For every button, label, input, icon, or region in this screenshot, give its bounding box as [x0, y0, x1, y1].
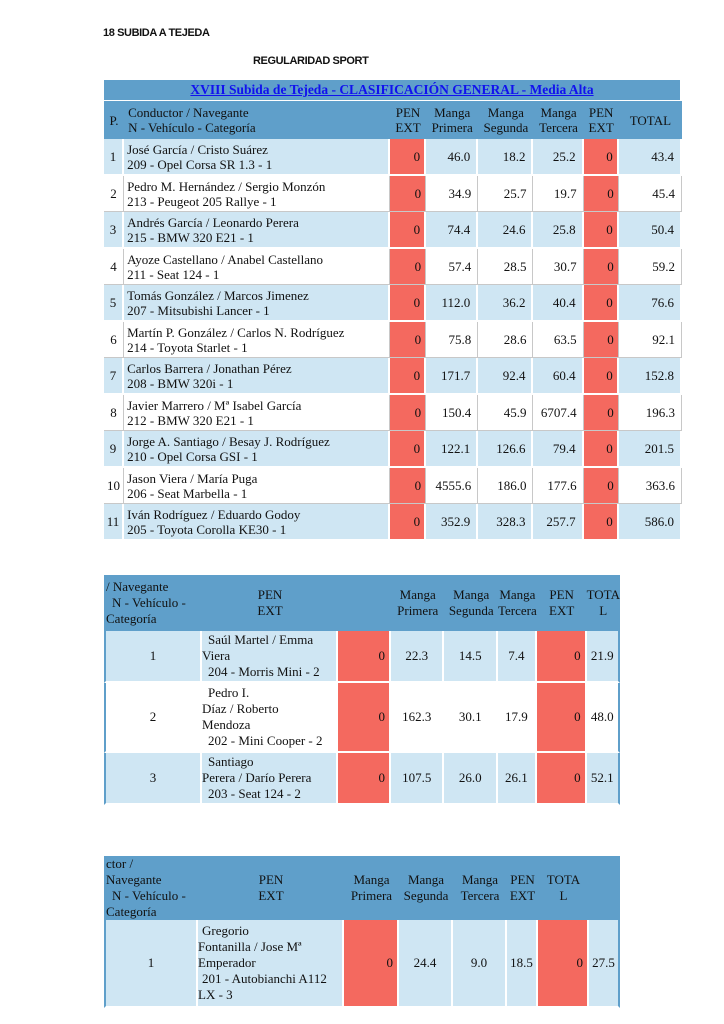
- col-header-total: [538, 856, 589, 920]
- cell-manga-segunda: 186.0: [478, 468, 533, 504]
- col-header-position: P.: [109, 112, 119, 128]
- cell-driver: [124, 212, 390, 249]
- cell-position: 5: [104, 285, 124, 322]
- cell-pen-ext: 0: [390, 358, 426, 395]
- cell-manga-tercera: 63.5: [533, 322, 583, 358]
- cell-driver: [124, 249, 390, 285]
- table-row: [104, 249, 682, 285]
- col-header-tercera-text: Tercera: [497, 603, 537, 618]
- cell-position: 1: [104, 631, 202, 683]
- cell-position: 10: [104, 468, 124, 504]
- col-header-pen-ext-2: [584, 101, 619, 139]
- cell-total: 196.3: [619, 395, 682, 431]
- cell-manga-tercera: 25.8: [533, 212, 583, 249]
- cell-manga-tercera: 19.7: [533, 176, 583, 212]
- col-header-pen-ext: [202, 575, 338, 631]
- driver-names: Iván Rodríguez / Eduardo Godoy: [127, 506, 301, 522]
- driver-names: Javier Marrero / Mª Isabel García: [127, 397, 302, 413]
- cell-driver: [124, 322, 390, 358]
- cell-driver: [202, 631, 338, 683]
- cell-driver: [198, 920, 344, 1008]
- col-header-ext-text: EXT: [258, 888, 284, 903]
- vehicle-category: 205 - Toyota Corolla KE30 - 1: [127, 521, 287, 537]
- col-header-total-text: TOTA: [546, 872, 581, 887]
- cell-manga-segunda: 30.1: [444, 683, 498, 753]
- cell-pen-ext: 0: [390, 468, 426, 504]
- col-header-driver-line3: Categoría: [106, 904, 157, 919]
- table-row: [104, 139, 682, 176]
- cell-pen-ext-2: 0: [584, 285, 619, 322]
- cell-pen-ext-2: 0: [537, 683, 587, 753]
- col-header-driver-line0: ctor /: [106, 856, 134, 871]
- cell-manga-segunda: 14.5: [444, 631, 498, 683]
- driver-line: Perera / Darío Perera: [202, 770, 312, 785]
- cell-manga-primera: 24.4: [399, 920, 453, 1008]
- col-header-pen-text: PEN: [510, 872, 535, 887]
- cell-total: 201.5: [619, 431, 682, 468]
- col-header-pen-ext: [198, 856, 344, 920]
- col-header-primera-text: Primera: [350, 888, 393, 903]
- col-header-manga-text: Manga: [487, 105, 524, 120]
- col-header-total-text: TOTA: [586, 587, 620, 602]
- vehicle-category: 209 - Opel Corsa SR 1.3 - 1: [127, 156, 273, 172]
- cell-position: 3: [104, 212, 124, 249]
- cell-position: 11: [104, 504, 124, 541]
- cell-pen-ext: 0: [390, 139, 426, 176]
- col-header-manga-text: Manga: [353, 872, 390, 887]
- cell-pen-ext: 0: [390, 504, 426, 541]
- cell-pen-ext-2: 0: [584, 431, 619, 468]
- cell-pen-ext-2: 0: [584, 322, 619, 358]
- driver-line: 203 - Seat 124 - 2: [208, 786, 301, 801]
- driver-names: Ayoze Castellano / Anabel Castellano: [127, 251, 323, 267]
- cell-pen-ext: 0: [390, 395, 426, 431]
- cell-pen-ext: 0: [390, 212, 426, 249]
- cell-pen-ext: 0: [390, 249, 426, 285]
- driver-line: 202 - Mini Cooper - 2: [208, 733, 323, 748]
- driver-line: Fontanilla / Jose Mª: [198, 939, 302, 954]
- classification-table-category-3: [104, 856, 620, 1008]
- driver-names: Pedro M. Hernández / Sergio Monzón: [127, 178, 326, 194]
- col-header-manga-tercera: [453, 856, 507, 920]
- col-header-manga-primera: [391, 575, 444, 631]
- cell-total: 43.4: [619, 139, 682, 176]
- col-header-primera-text: Primera: [431, 120, 473, 135]
- driver-names: Martín P. González / Carlos N. Rodríguez: [127, 324, 345, 340]
- col-header-ext-text: EXT: [509, 888, 536, 903]
- vehicle-category: 210 - Opel Corsa GSI - 1: [127, 448, 258, 464]
- col-header-driver-line1: Navegante: [106, 872, 162, 887]
- cell-position: 2: [104, 176, 124, 212]
- cell-manga-tercera: 6707.4: [533, 395, 583, 431]
- cell-position: 2: [104, 683, 202, 753]
- col-header-driver-line2: N - Vehículo -: [112, 888, 186, 903]
- cell-manga-segunda: 328.3: [478, 504, 533, 541]
- cell-total: 59.2: [619, 249, 682, 285]
- vehicle-category: 213 - Peugeot 205 Rallye - 1: [127, 193, 277, 209]
- cell-manga-primera: 112.0: [426, 285, 478, 322]
- driver-line: Santiago: [208, 754, 254, 769]
- cell-driver: [124, 285, 390, 322]
- col-header-segunda-text: Segunda: [483, 120, 529, 135]
- table-row: [104, 631, 620, 683]
- cell-position: 4: [104, 249, 124, 285]
- cell-pen-ext-2: 0: [584, 176, 619, 212]
- cell-position: 6: [104, 322, 124, 358]
- vehicle-category: 207 - Mitsubishi Lancer - 1: [127, 302, 270, 318]
- cell-pen-ext: 0: [338, 753, 391, 805]
- col-header-primera-text: Primera: [397, 603, 439, 618]
- vehicle-category: 211 - Seat 124 - 1: [127, 266, 220, 282]
- page-heading: 18 SUBIDA A TEJEDA: [103, 27, 210, 39]
- cell-driver: [124, 176, 390, 212]
- col-header-ext-text: EXT: [549, 603, 575, 618]
- cell-manga-primera: 74.4: [426, 212, 478, 249]
- col-header-driver: [124, 101, 390, 139]
- cell-manga-segunda: 25.7: [478, 176, 533, 212]
- cell-driver: [124, 504, 390, 541]
- cell-total: 27.5: [589, 920, 620, 1008]
- cell-manga-segunda: 9.0: [453, 920, 507, 1008]
- classification-table-general: [104, 80, 682, 541]
- col-header-driver-line2: N - Vehículo -: [112, 595, 186, 610]
- col-header-driver-line1: / Navegante: [106, 579, 169, 594]
- cell-pen-ext-2: 0: [584, 358, 619, 395]
- cell-driver: [124, 358, 390, 395]
- table-title[interactable]: XVIII Subida de Tejeda - CLASIFICACIÓN GENERAL - Media Alta: [104, 80, 682, 101]
- driver-line: 204 - Morris Mini - 2: [208, 664, 320, 679]
- cell-manga-primera: 122.1: [426, 431, 478, 468]
- col-header-manga-text: Manga: [399, 587, 436, 602]
- cell-manga-segunda: 92.4: [478, 358, 533, 395]
- col-header-pen-text: PEN: [549, 587, 574, 602]
- driver-line: Viera: [202, 648, 231, 663]
- cell-manga-segunda: 126.6: [478, 431, 533, 468]
- cell-pen-ext-2: 0: [584, 468, 619, 504]
- col-header-pen-ext: [390, 101, 426, 139]
- cell-manga-primera: 162.3: [391, 683, 444, 753]
- cell-total: 45.4: [619, 176, 682, 212]
- vehicle-category: 212 - BMW 320 E21 - 1: [127, 412, 254, 428]
- cell-pen-ext-2: 0: [584, 504, 619, 541]
- cell-pen-ext: 0: [390, 285, 426, 322]
- cell-manga-primera: 150.4: [426, 395, 478, 431]
- cell-position: 1: [104, 920, 198, 1008]
- col-header-empty: [589, 856, 620, 920]
- col-header-manga-text: Manga: [461, 872, 499, 887]
- cell-manga-primera: 171.7: [426, 358, 478, 395]
- driver-names: Jorge A. Santiago / Besay J. Rodríguez: [127, 433, 330, 449]
- table-row: [104, 504, 682, 541]
- table-row: [104, 285, 682, 322]
- cell-driver: [124, 431, 390, 468]
- table-row: [104, 753, 620, 805]
- driver-line: 201 - Autobianchi A112: [202, 971, 327, 986]
- col-header-total: [587, 575, 620, 631]
- vehicle-category: 215 - BMW 320 E21 - 1: [127, 229, 254, 245]
- col-header-manga-segunda: [478, 101, 533, 139]
- cell-manga-primera: 4555.6: [426, 468, 478, 504]
- cell-manga-segunda: 28.6: [478, 322, 533, 358]
- col-header-manga-segunda: [399, 856, 453, 920]
- table-header-row: [104, 856, 620, 920]
- cell-manga-primera: 34.9: [426, 176, 478, 212]
- cell-position: 8: [104, 395, 124, 431]
- col-header-driver: [104, 575, 202, 631]
- page-subheading: REGULARIDAD SPORT: [253, 55, 369, 67]
- table-header-row: [104, 101, 682, 139]
- cell-pen-ext: 0: [390, 431, 426, 468]
- vehicle-category: 206 - Seat Marbella - 1: [127, 485, 248, 501]
- table-row: [104, 431, 682, 468]
- col-header-pen-ext-2: [507, 856, 538, 920]
- table-header-row: [104, 575, 620, 631]
- cell-manga-primera: 107.5: [391, 753, 444, 805]
- cell-manga-primera: 46.0: [426, 139, 478, 176]
- col-header-driver: [104, 856, 198, 920]
- col-header-total: TOTAL: [629, 112, 672, 128]
- cell-pen-ext: 0: [390, 176, 426, 212]
- cell-manga-tercera: 18.5: [507, 920, 538, 1008]
- col-header-total-text-2: L: [599, 603, 608, 618]
- driver-line: Gregorio: [202, 923, 249, 938]
- cell-manga-segunda: 26.0: [444, 753, 498, 805]
- driver-names: Tomás González / Marcos Jimenez: [127, 287, 309, 303]
- table-row: [104, 920, 620, 1008]
- cell-manga-primera: 352.9: [426, 504, 478, 541]
- table-row: [104, 176, 682, 212]
- cell-position: 3: [104, 753, 202, 805]
- col-header-driver-line3: Categoría: [106, 611, 157, 626]
- cell-driver: [124, 468, 390, 504]
- col-header-driver-line1: Conductor / Navegante: [128, 105, 249, 120]
- cell-pen-ext: 0: [390, 322, 426, 358]
- cell-total: 21.9: [587, 631, 620, 683]
- col-header-pen-text: PEN: [257, 587, 283, 602]
- col-header-driver-line2: N - Vehículo - Categoría: [128, 120, 256, 135]
- cell-manga-tercera: 25.2: [533, 139, 583, 176]
- cell-pen-ext-2: 0: [537, 631, 587, 683]
- cell-manga-segunda: 36.2: [478, 285, 533, 322]
- col-header-tercera-text: Tercera: [539, 120, 578, 135]
- cell-total: 92.1: [619, 322, 682, 358]
- col-header-segunda-text: Segunda: [448, 603, 494, 618]
- cell-total: 586.0: [619, 504, 682, 541]
- driver-line: Emperador: [198, 955, 256, 970]
- driver-line: LX - 3: [198, 987, 233, 1002]
- cell-manga-tercera: 7.4: [498, 631, 537, 683]
- col-header-manga-primera: [344, 856, 399, 920]
- cell-driver: [202, 683, 338, 753]
- cell-pen-ext-2: 0: [584, 212, 619, 249]
- cell-manga-primera: 75.8: [426, 322, 478, 358]
- cell-total: 363.6: [619, 468, 682, 504]
- driver-names: Carlos Barrera / Jonathan Pérez: [127, 360, 292, 376]
- col-header-total-text-2: L: [559, 888, 568, 903]
- table-row: [104, 212, 682, 249]
- cell-position: 1: [104, 139, 124, 176]
- table-row: [104, 683, 620, 753]
- cell-pen-ext-2: 0: [537, 753, 587, 805]
- driver-names: Jason Viera / María Puga: [127, 470, 258, 486]
- cell-pen-ext-2: 0: [538, 920, 589, 1008]
- col-header-pen-text: PEN: [258, 872, 284, 887]
- cell-manga-tercera: 17.9: [498, 683, 537, 753]
- col-header-pen-text: PEN: [395, 105, 421, 120]
- col-header-manga-tercera: [533, 101, 583, 139]
- cell-manga-primera: 22.3: [391, 631, 444, 683]
- cell-total: 152.8: [619, 358, 682, 395]
- cell-manga-segunda: 45.9: [478, 395, 533, 431]
- driver-names: Andrés García / Leonardo Perera: [127, 214, 299, 230]
- col-header-ext-text: EXT: [257, 603, 283, 618]
- cell-pen-ext-2: 0: [584, 139, 619, 176]
- col-header-manga-text: Manga: [540, 105, 577, 120]
- cell-driver: [202, 753, 338, 805]
- cell-manga-tercera: 177.6: [533, 468, 583, 504]
- col-header-manga-tercera: [498, 575, 537, 631]
- classification-table-category-2: [104, 575, 620, 805]
- col-header-manga-text: Manga: [407, 872, 445, 887]
- cell-position: 7: [104, 358, 124, 395]
- table-row: [104, 358, 682, 395]
- table-row: [104, 468, 682, 504]
- col-header-manga-primera: [426, 101, 478, 139]
- driver-names: José García / Cristo Suárez: [127, 141, 268, 157]
- cell-driver: [124, 139, 390, 176]
- cell-total: 50.4: [619, 212, 682, 249]
- table-row: [104, 322, 682, 358]
- cell-driver: [124, 395, 390, 431]
- cell-pen-ext-2: 0: [584, 249, 619, 285]
- col-header-ext-text: EXT: [395, 120, 421, 135]
- cell-total: 76.6: [619, 285, 682, 322]
- col-header-manga-text: Manga: [499, 587, 536, 602]
- cell-manga-tercera: 79.4: [533, 431, 583, 468]
- col-header-manga-text: Manga: [434, 105, 471, 120]
- col-header-pen-ext-2: [537, 575, 587, 631]
- cell-manga-tercera: 26.1: [498, 753, 537, 805]
- driver-line: Díaz / Roberto: [202, 701, 279, 716]
- cell-manga-tercera: 30.7: [533, 249, 583, 285]
- driver-line: Mendoza: [202, 717, 251, 732]
- col-header-pen-text: PEN: [588, 105, 614, 120]
- cell-total: 52.1: [587, 753, 620, 805]
- cell-manga-tercera: 40.4: [533, 285, 583, 322]
- cell-manga-primera: 57.4: [426, 249, 478, 285]
- col-header-manga-text: Manga: [453, 587, 490, 602]
- driver-line: Pedro I.: [208, 685, 250, 700]
- cell-manga-tercera: 60.4: [533, 358, 583, 395]
- col-header-segunda-text: Segunda: [403, 888, 449, 903]
- cell-manga-segunda: 28.5: [478, 249, 533, 285]
- cell-manga-tercera: 257.7: [533, 504, 583, 541]
- cell-total: 48.0: [587, 683, 620, 753]
- cell-pen-ext: 0: [344, 920, 399, 1008]
- col-header-tercera-text: Tercera: [460, 888, 500, 903]
- cell-pen-ext: 0: [338, 631, 391, 683]
- cell-manga-segunda: 18.2: [478, 139, 533, 176]
- col-header-manga-segunda: [444, 575, 498, 631]
- cell-manga-segunda: 24.6: [478, 212, 533, 249]
- driver-line: Saúl Martel / Emma: [208, 632, 314, 647]
- cell-pen-ext: 0: [338, 683, 391, 753]
- vehicle-category: 208 - BMW 320i - 1: [127, 375, 234, 391]
- vehicle-category: 214 - Toyota Starlet - 1: [127, 339, 248, 355]
- col-header-ext-text: EXT: [588, 120, 614, 135]
- cell-pen-ext-2: 0: [584, 395, 619, 431]
- table-row: [104, 395, 682, 431]
- cell-position: 9: [104, 431, 124, 468]
- col-header-empty: [338, 575, 391, 631]
